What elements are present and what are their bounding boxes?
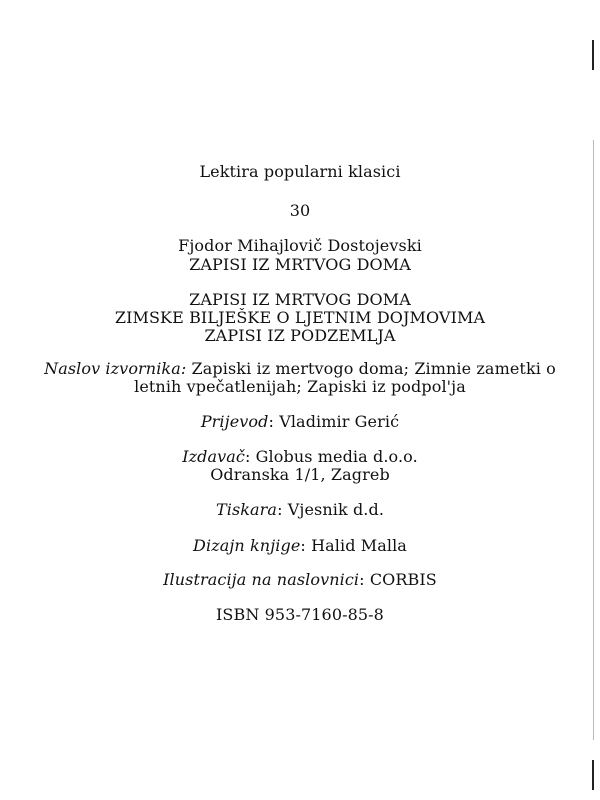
author-name: Fjodor Mihajlovič Dostojevski — [178, 236, 422, 255]
cover-illustration-line — [0, 570, 600, 589]
original-title-line-2: letnih vpečatlenijah; Zapiski iz podpol'ja — [134, 377, 466, 396]
translation-separator: : — [268, 412, 280, 431]
publisher-value: Globus media d.o.o. — [255, 447, 418, 466]
original-title-value-1: Zapiski iz mertvogo doma; Zimnie zametki o — [191, 359, 556, 378]
isbn-line: ISBN 953-7160-85-8 — [216, 605, 384, 624]
design-line — [0, 536, 600, 555]
design-label: Dizajn knjige — [193, 536, 301, 555]
series-number: 30 — [289, 201, 311, 220]
design-value: Halid Malla — [311, 536, 407, 555]
translation-value: Vladimir Gerić — [279, 412, 400, 431]
scan-edge-mark-bottom — [592, 760, 594, 790]
original-title-label: Naslov izvornika: — [44, 359, 187, 378]
scan-edge-mark — [592, 40, 594, 70]
contents-item-1: ZAPISI IZ MRTVOG DOMA — [189, 290, 411, 309]
translation-line — [0, 412, 600, 431]
contents-item-2: ZIMSKE BILJEŠKE O LJETNIM DOJMOVIMA — [114, 308, 486, 327]
printer-label: Tiskara — [215, 500, 278, 519]
contents-item-3: ZAPISI IZ PODZEMLJA — [204, 326, 396, 345]
cover-illustration-separator: : — [359, 570, 370, 589]
design-separator: : — [300, 536, 312, 555]
scan-edge-shadow — [593, 140, 594, 740]
translation-label: Prijevod — [200, 412, 269, 431]
printer-value: Vjesnik d.d. — [287, 500, 385, 519]
printer-line — [0, 500, 600, 519]
publisher-address: Odranska 1/1, Zagreb — [210, 465, 390, 484]
cover-illustration-value: CORBIS — [369, 570, 437, 589]
series-line: Lektira popularni klasici — [199, 162, 401, 181]
publisher-line — [0, 447, 600, 466]
publisher-label: Izdavač — [182, 447, 245, 466]
original-title-line-1 — [0, 359, 600, 378]
publisher-separator: : — [244, 447, 256, 466]
book-title: ZAPISI IZ MRTVOG DOMA — [189, 255, 411, 274]
cover-illustration-label: Ilustracija na naslovnici — [163, 570, 360, 589]
printer-separator: : — [277, 500, 288, 519]
